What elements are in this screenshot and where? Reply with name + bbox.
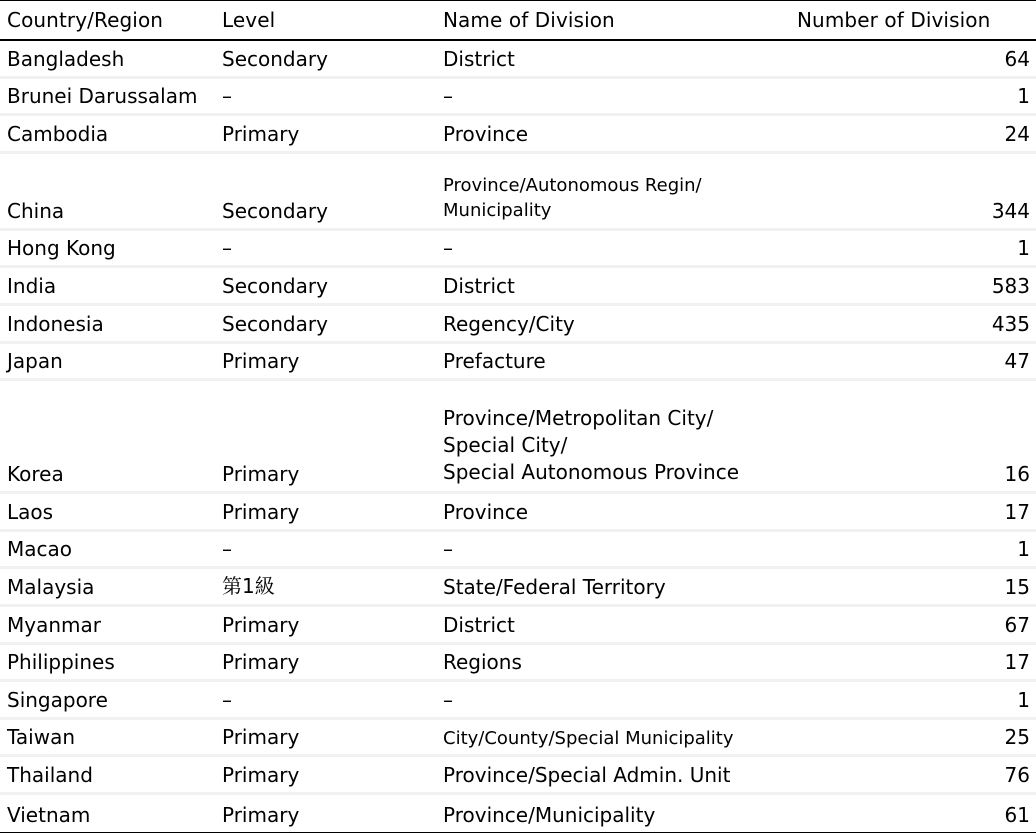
- division-name-cell: [436, 231, 791, 269]
- division-name-cell: [436, 154, 791, 231]
- division-count-cell: 47: [791, 344, 1036, 382]
- division-name-line: District: [443, 46, 515, 71]
- division-count-cell: 344: [791, 154, 1036, 231]
- level-cell: Primary: [215, 494, 436, 532]
- country-region-cell: Singapore: [0, 682, 215, 720]
- division-name-line: –: [443, 84, 453, 109]
- division-count-cell: 1: [791, 532, 1036, 570]
- division-name-cell: [436, 79, 791, 117]
- division-name-cell: [436, 532, 791, 570]
- division-name-cell: [436, 381, 791, 494]
- division-count-cell: 17: [791, 645, 1036, 683]
- country-region-cell: Japan: [0, 344, 215, 382]
- division-name-line: District: [443, 273, 515, 298]
- level-cell: Primary: [215, 720, 436, 758]
- division-name-cell: [436, 607, 791, 645]
- division-name-line: Province/Municipality: [443, 802, 656, 827]
- division-name-cell: [436, 494, 791, 532]
- division-name-cell: [436, 569, 791, 607]
- level-cell: Secondary: [215, 268, 436, 306]
- country-region-cell: Cambodia: [0, 116, 215, 154]
- level-cell: Primary: [215, 344, 436, 382]
- table-body: [0, 41, 1036, 833]
- division-name-line: Province/Autonomous Regin/: [443, 174, 702, 196]
- country-region-cell: Korea: [0, 381, 215, 494]
- level-cell: –: [215, 231, 436, 269]
- division-count-cell: 1: [791, 79, 1036, 117]
- division-name-line: Municipality: [443, 199, 552, 221]
- table-row: [0, 494, 1036, 532]
- country-region-cell: Indonesia: [0, 306, 215, 344]
- table-row: [0, 231, 1036, 269]
- division-name-line: Regency/City: [443, 311, 575, 336]
- division-count-cell: 64: [791, 41, 1036, 79]
- level-cell: –: [215, 682, 436, 720]
- division-name-cell: [436, 116, 791, 154]
- division-name-line: Regions: [443, 650, 522, 675]
- division-name-line: Special Autonomous Province: [443, 460, 740, 485]
- division-name-line: Province/Metropolitan City/: [443, 406, 714, 431]
- table-row: [0, 720, 1036, 758]
- header-row: [0, 0, 1036, 41]
- division-count-cell: 435: [791, 306, 1036, 344]
- header-number-of-division: Number of Division: [791, 0, 1036, 41]
- table-row: [0, 532, 1036, 570]
- country-region-cell: Malaysia: [0, 569, 215, 607]
- table-row: [0, 569, 1036, 607]
- division-name-cell: [436, 268, 791, 306]
- division-name-line: Special City/: [443, 433, 568, 458]
- table-row: [0, 306, 1036, 344]
- table-row: [0, 41, 1036, 79]
- header-level: Level: [215, 0, 436, 41]
- division-name-cell: [436, 41, 791, 79]
- division-count-cell: 25: [791, 720, 1036, 758]
- table-row: [0, 116, 1036, 154]
- division-count-cell: 15: [791, 569, 1036, 607]
- division-name-cell: [436, 306, 791, 344]
- country-region-cell: Brunei Darussalam: [0, 79, 215, 117]
- level-cell: Primary: [215, 116, 436, 154]
- table-row: [0, 268, 1036, 306]
- country-region-cell: Thailand: [0, 757, 215, 795]
- level-cell: –: [215, 79, 436, 117]
- level-cell: –: [215, 532, 436, 570]
- country-region-cell: Myanmar: [0, 607, 215, 645]
- level-cell: Secondary: [215, 154, 436, 231]
- country-region-cell: Vietnam: [0, 795, 215, 833]
- division-count-cell: 17: [791, 494, 1036, 532]
- division-count-cell: 583: [791, 268, 1036, 306]
- division-count-cell: 24: [791, 116, 1036, 154]
- level-cell: Secondary: [215, 306, 436, 344]
- level-cell: Primary: [215, 381, 436, 494]
- level-cell: Primary: [215, 795, 436, 833]
- division-name-line: –: [443, 236, 453, 261]
- country-region-cell: India: [0, 268, 215, 306]
- division-name-line: District: [443, 612, 515, 637]
- division-name-cell: [436, 344, 791, 382]
- header-country-region: Country/Region: [0, 0, 215, 41]
- country-region-cell: Hong Kong: [0, 231, 215, 269]
- header-name-of-division: Name of Division: [436, 0, 791, 41]
- table-row: [0, 344, 1036, 382]
- division-name-cell: [436, 795, 791, 833]
- division-count-cell: 76: [791, 757, 1036, 795]
- table-row: [0, 607, 1036, 645]
- division-name-line: Prefacture: [443, 349, 546, 374]
- division-name-line: Province/Special Admin. Unit: [443, 762, 731, 787]
- table-row: [0, 381, 1036, 494]
- division-name-line: State/Federal Territory: [443, 574, 666, 599]
- table-row: [0, 757, 1036, 795]
- level-cell: Primary: [215, 757, 436, 795]
- division-name-cell: [436, 757, 791, 795]
- division-name-line: –: [443, 687, 453, 712]
- country-region-cell: Bangladesh: [0, 41, 215, 79]
- table-row: [0, 795, 1036, 833]
- division-count-cell: 1: [791, 682, 1036, 720]
- country-region-cell: Laos: [0, 494, 215, 532]
- level-cell: Primary: [215, 645, 436, 683]
- division-count-cell: 16: [791, 381, 1036, 494]
- table-row: [0, 154, 1036, 231]
- table-header: [0, 0, 1036, 41]
- division-name-cell: [436, 720, 791, 758]
- country-region-cell: Philippines: [0, 645, 215, 683]
- level-cell: 第1級: [215, 569, 436, 607]
- division-name-cell: [436, 682, 791, 720]
- division-name-line: City/County/Special Municipality: [443, 728, 734, 750]
- level-cell: Primary: [215, 607, 436, 645]
- division-name-line: –: [443, 537, 453, 562]
- division-count-cell: 61: [791, 795, 1036, 833]
- division-name-cell: [436, 645, 791, 683]
- country-region-cell: China: [0, 154, 215, 231]
- division-name-line: Province: [443, 121, 529, 146]
- country-region-cell: Taiwan: [0, 720, 215, 758]
- division-count-cell: 1: [791, 231, 1036, 269]
- table-row: [0, 79, 1036, 117]
- division-count-cell: 67: [791, 607, 1036, 645]
- table-row: [0, 645, 1036, 683]
- country-region-cell: Macao: [0, 532, 215, 570]
- table-row: [0, 682, 1036, 720]
- level-cell: Secondary: [215, 41, 436, 79]
- division-name-line: Province: [443, 499, 529, 524]
